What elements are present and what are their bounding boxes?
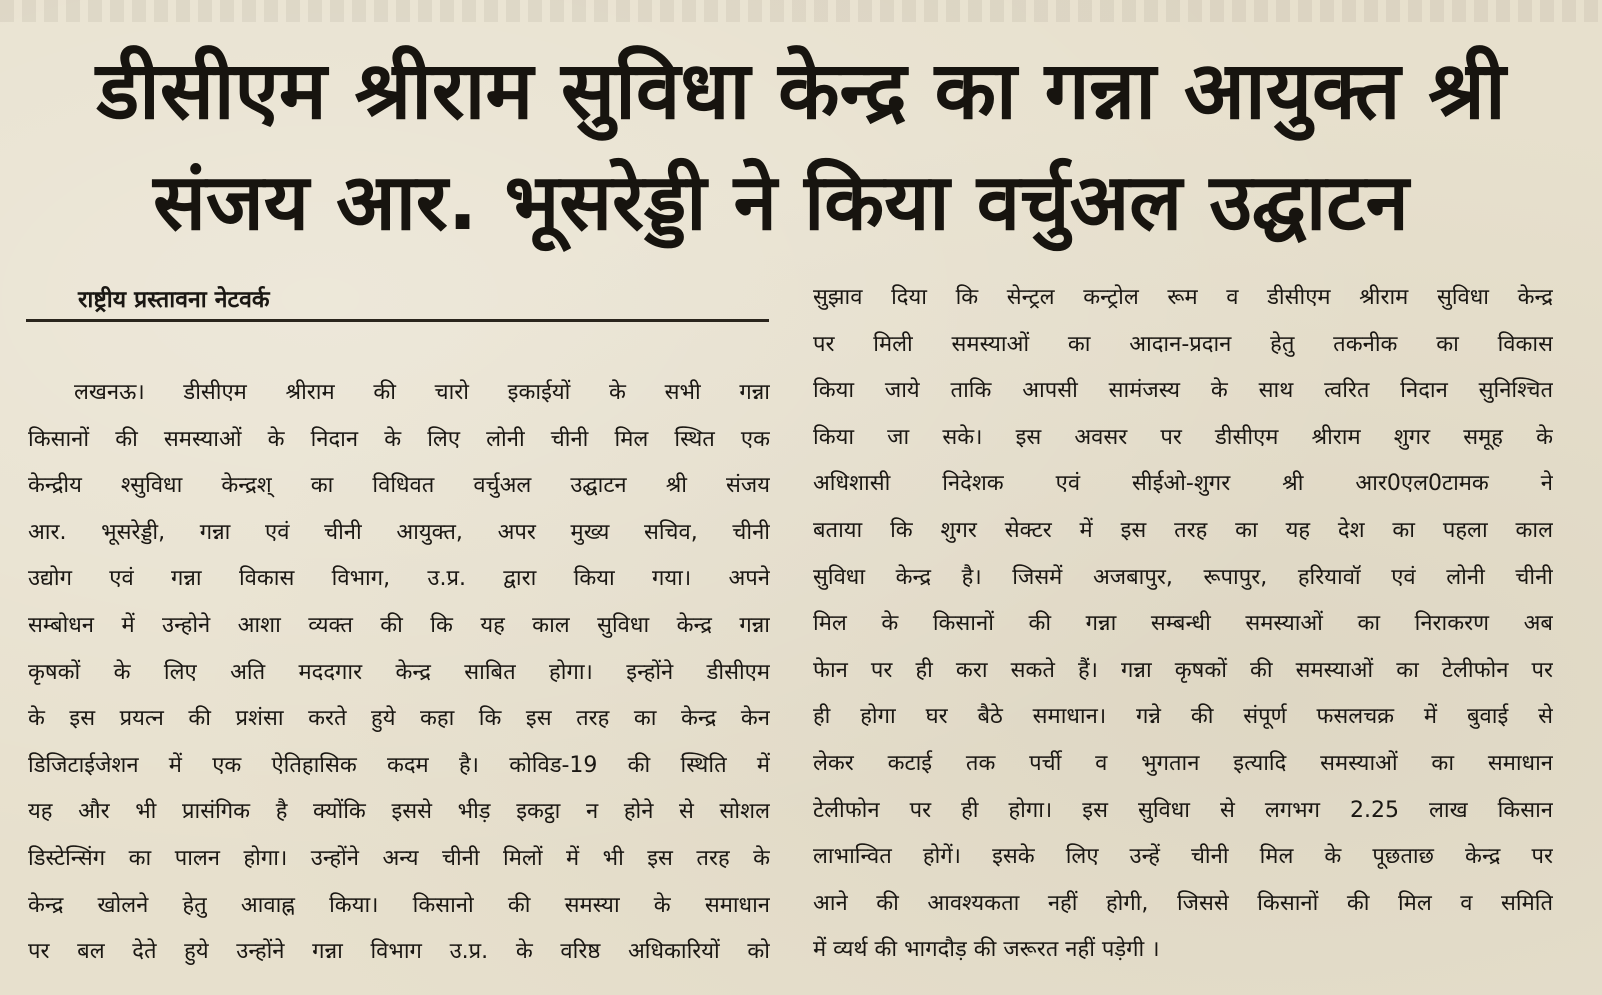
text-line: डिजिटाईजेशन में एक ऐतिहासिक कदम है। कोविड-19 की स्थिति में xyxy=(28,752,770,778)
text-line: पर मिली समस्याओं का आदान-प्रदान हेतु तकनीक का विकास xyxy=(813,331,1553,357)
text-line: फेान पर ही करा सकते हैं। गन्ना कृषकों की समस्याओं का टेलीफोन पर xyxy=(813,657,1553,683)
text-line: कृषकों के लिए अति मददगार केन्द्र साबित होगा। इन्होंने डीसीएम xyxy=(28,659,770,685)
bleed-through-text xyxy=(0,0,1602,22)
text-line: सुझाव दिया कि सेन्ट्रल कन्ट्रोल रूम व डीसीएम श्रीराम सुविधा केन्द्र xyxy=(813,285,1553,310)
text-line: अधिशासी निदेशक एवं सीईओ-शुगर श्री आर0एल0टामक ने xyxy=(813,471,1553,497)
text-line: में व्यर्थ की भागदौड़ की जरूरत नहीं पड़ेगी । xyxy=(813,937,1160,963)
article-column-left xyxy=(28,370,770,976)
text-line: बताया कि शुगर सेक्टर में इस तरह का यह देश का पहला काल xyxy=(813,517,1553,543)
text-line: आर. भूसरेड्डी, गन्ना एवं चीनी आयुक्त, अपर मुख्य सचिव, चीनी xyxy=(28,519,770,545)
text-line: टेलीफोन पर ही होगा। इस सुविधा से लगभग 2.25 लाख किसान xyxy=(813,797,1553,823)
text-line: लेकर कटाई तक पर्ची व भुगतान इत्यादि समस्याओं का समाधान xyxy=(813,750,1553,776)
headline-line-2: संजय आर. भूसरेड्डी ने किया वर्चुअल उद्घाटन xyxy=(153,158,1409,248)
text-line: लखनऊ। डीसीएम श्रीराम की चारो इकाईयों के सभी गन्ना xyxy=(74,380,770,405)
text-line: सुविधा केन्द्र है। जिसमें अजबापुर, रूपापुर, हरियावॉ एवं लोनी चीनी xyxy=(813,564,1553,590)
text-line: मिल के किसानों की गन्ना सम्बन्धी समस्याओं का निराकरण अब xyxy=(813,611,1553,637)
text-line: केन्द्रीय श्सुविधा केन्द्रश् का विधिवत वर्चुअल उद्घाटन श्री संजय xyxy=(28,473,770,499)
text-line: किया जाये ताकि आपसी सामंजस्य के साथ त्वरित निदान सुनिश्चित xyxy=(813,378,1553,404)
text-line: केन्द्र खोलने हेतु आवाह्न किया। किसानो की समस्या के समाधान xyxy=(28,892,770,918)
text-line: पर बल देते हुये उन्होंने गन्ना विभाग उ.प्र. के वरिष्ठ अधिकारियों को xyxy=(28,939,770,965)
text-line: ही होगा घर बैठे समाधान। गन्ने की संपूर्ण फसलचक्र में बुवाई से xyxy=(813,704,1553,730)
text-line: यह और भी प्रासंगिक है क्योंकि इससे भीड़ इकट्ठा न होने से सोशल xyxy=(28,799,770,825)
text-line: लाभान्वित होगें। इसके लिए उन्हें चीनी मिल के पूछताछ केन्द्र पर xyxy=(813,844,1553,870)
text-line: किसानों की समस्याओं के निदान के लिए लोनी चीनी मिल स्थित एक xyxy=(28,426,770,452)
text-line: किया जा सके। इस अवसर पर डीसीएम श्रीराम शुगर समूह के xyxy=(813,424,1553,450)
article-column-right xyxy=(813,275,1553,974)
text-line: डिस्टेन्सिंग का पालन होगा। उन्होंने अन्य चीनी मिलों में भी इस तरह के xyxy=(28,845,770,871)
headline-line-1: डीसीएम श्रीराम सुविधा केन्द्र का गन्ना आयुक्त श्री xyxy=(96,44,1506,137)
text-line: के इस प्रयत्न की प्रशंसा करते हुये कहा कि इस तरह का केन्द्र केन xyxy=(28,706,770,732)
byline: राष्ट्रीय प्रस्तावना नेटवर्क xyxy=(78,287,270,313)
text-line: उद्योग एवं गन्ना विकास विभाग, उ.प्र. द्वारा किया गया। अपने xyxy=(28,566,770,592)
text-line: आने की आवश्यकता नहीं होगी, जिससे किसानों की मिल व समिति xyxy=(813,890,1553,916)
text-line: सम्बोधन में उन्होने आशा व्यक्त की कि यह काल सुविधा केन्द्र गन्ना xyxy=(28,612,770,638)
byline-divider xyxy=(26,319,769,322)
